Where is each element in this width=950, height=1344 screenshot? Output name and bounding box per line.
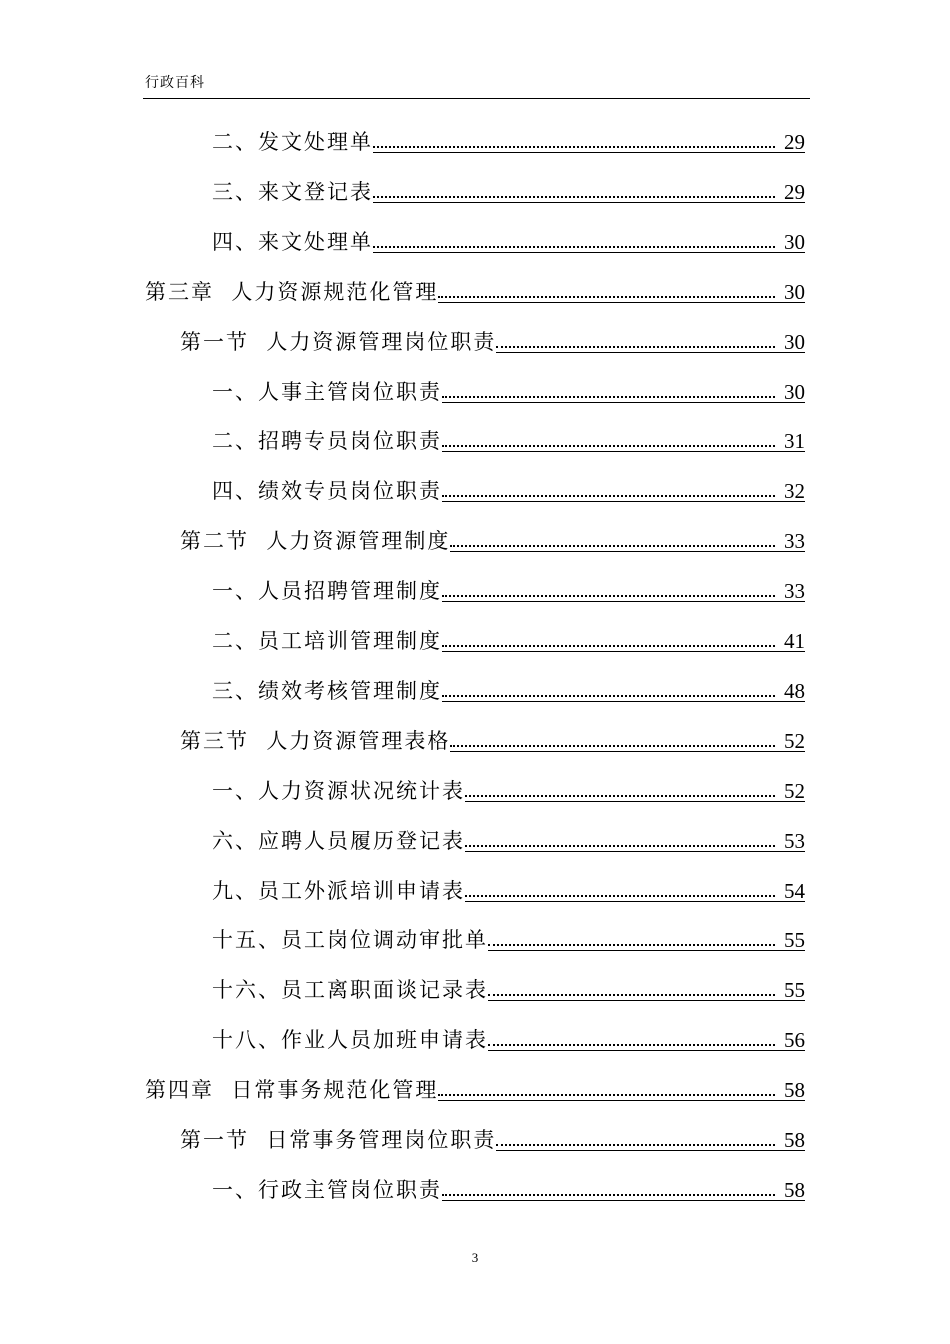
toc-entry-page: 52 [784,728,805,753]
toc-entry[interactable] [212,123,805,153]
toc-entry-page: 32 [784,479,805,504]
toc-entry-page: 30 [784,279,805,304]
toc-entry-page: 41 [784,629,805,653]
toc-entry[interactable] [212,622,805,652]
toc-entry-title: 九、员工外派培训申请表 [212,878,465,903]
toc-dot-leader [488,1021,775,1051]
toc-entry-title: 三、绩效考核管理制度 [212,678,442,703]
toc-entry[interactable] [212,422,805,452]
toc-entry-title: 二、员工培训管理制度 [212,629,442,653]
toc-entry-page: 30 [784,329,805,354]
toc-dot-leader [488,971,775,1001]
toc-dot-leader [442,373,775,403]
toc-entry-title: 第三章 人力资源规范化管理 [145,279,439,304]
running-header: 行政百科 [145,75,205,91]
toc-entry-page: 54 [784,878,805,903]
toc-entry-page: 58 [784,1177,805,1202]
toc-entry-page: 58 [784,1128,805,1152]
toc-entry-title: 一、人力资源状况统计表 [212,778,465,803]
toc-entry[interactable] [212,173,805,203]
toc-dot-leader [438,273,775,303]
toc-entry-title: 三、来文登记表 [212,179,373,204]
toc-entry[interactable] [212,572,805,602]
toc-entry[interactable] [212,1021,805,1051]
toc-dot-leader [450,722,775,752]
toc-dot-leader [442,622,775,652]
toc-entry-page: 31 [784,429,805,454]
toc-entry-title: 一、人事主管岗位职责 [212,379,442,404]
toc-entry[interactable] [145,1071,805,1101]
toc-entry-title: 第四章 日常事务规范化管理 [145,1078,439,1103]
toc-entry-title: 第一节 人力资源管理岗位职责 [180,329,497,354]
toc-entry[interactable] [180,722,805,752]
toc-entry-title: 六、应聘人员履历登记表 [212,828,465,853]
toc-entry-page: 55 [784,978,805,1003]
page-number: 3 [471,1250,479,1265]
toc-entry-title: 第一节 日常事务管理岗位职责 [180,1128,497,1152]
toc-entry-page: 30 [784,379,805,404]
toc-entry[interactable] [212,672,805,702]
toc-entry-title: 十五、员工岗位调动审批单 [212,928,488,953]
toc-entry-title: 十八、作业人员加班申请表 [212,1028,488,1053]
toc-entry-title: 四、绩效专员岗位职责 [212,479,442,504]
toc-entry-title: 一、行政主管岗位职责 [212,1177,442,1202]
toc-entry-page: 30 [784,229,805,254]
toc-entry-page: 58 [784,1078,805,1103]
toc-dot-leader [442,572,775,602]
toc-dot-leader [496,323,775,353]
toc-entry-title: 第三节 人力资源管理表格 [180,728,451,753]
toc-entry[interactable] [212,822,805,852]
toc-entry[interactable] [212,971,805,1001]
toc-dot-leader [442,672,775,702]
toc-entry-page: 33 [784,579,805,604]
toc-dot-leader [465,822,775,852]
toc-entry-title: 四、来文处理单 [212,229,373,254]
toc-entry[interactable] [180,522,805,552]
toc-entry-title: 一、人员招聘管理制度 [212,579,442,604]
toc-dot-leader [373,223,775,253]
toc-entry-title: 十六、员工离职面谈记录表 [212,978,488,1003]
toc-entry-page: 29 [784,130,805,154]
toc-dot-leader [442,472,775,502]
toc-entry[interactable] [212,772,805,802]
toc-dot-leader [465,872,775,902]
toc-entry-page: 33 [784,529,805,554]
toc-entry-page: 56 [784,1028,805,1053]
toc-entry-page: 53 [784,828,805,853]
toc-entry-page: 52 [784,778,805,803]
toc-entry[interactable] [212,872,805,902]
toc-entry[interactable] [212,921,805,951]
toc-entry-title: 第二节 人力资源管理制度 [180,529,451,554]
toc-dot-leader [373,173,775,203]
toc-dot-leader [442,1171,775,1201]
toc-entry[interactable] [212,472,805,502]
toc-dot-leader [496,1121,775,1151]
toc-entry[interactable] [212,1171,805,1201]
toc-dot-leader [438,1071,775,1101]
toc-dot-leader [373,123,775,153]
toc-entry[interactable] [212,373,805,403]
toc-dot-leader [442,422,775,452]
toc-entry[interactable] [145,273,805,303]
toc-dot-leader [465,772,775,802]
toc-entry-page: 48 [784,678,805,703]
toc-entry[interactable] [180,1121,805,1151]
toc-dot-leader [488,921,775,951]
toc-entry-title: 二、招聘专员岗位职责 [212,429,442,454]
toc-entry-page: 55 [784,928,805,953]
toc-dot-leader [450,522,775,552]
toc-entry-title: 二、发文处理单 [212,130,373,154]
toc-entry-page: 29 [784,179,805,204]
toc-entry[interactable] [180,323,805,353]
toc-entry[interactable] [212,223,805,253]
